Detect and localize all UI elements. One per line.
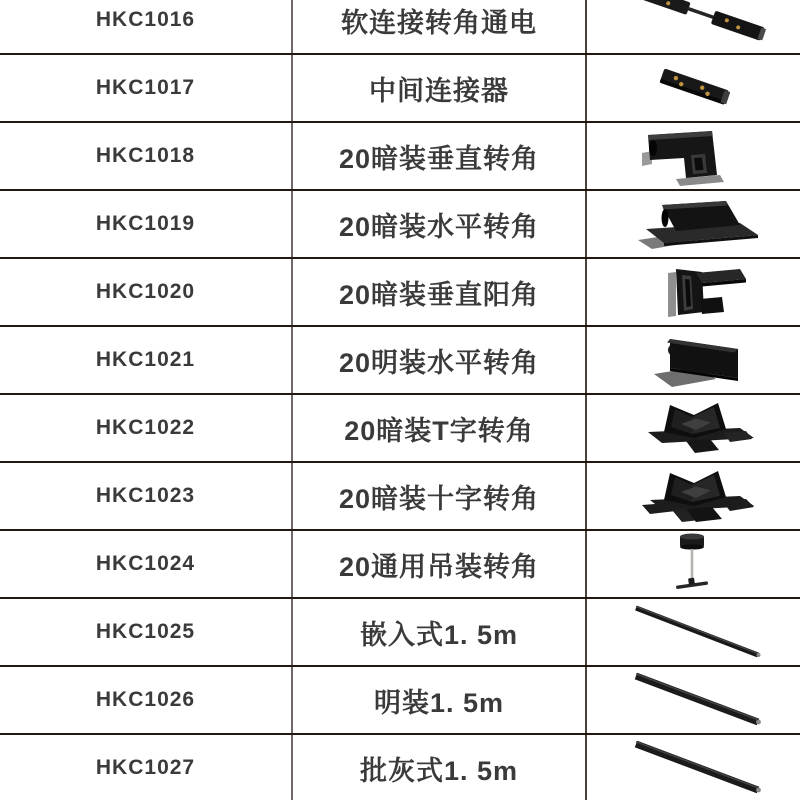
product-image-cell (587, 395, 800, 461)
product-description: 软连接转角通电 (341, 7, 537, 38)
surface-horizontal-corner-icon (588, 327, 800, 393)
table-row (0, 667, 800, 735)
product-code: HKC1023 (95, 484, 196, 507)
product-code-cell (0, 55, 293, 121)
product-image-cell (587, 327, 800, 393)
product-description: 明装1. 5m (373, 687, 505, 718)
product-description: 批灰式1. 5m (359, 755, 519, 786)
product-code-cell (0, 463, 293, 529)
product-description: 20暗装垂直阳角 (338, 279, 540, 310)
product-code: HKC1027 (95, 756, 196, 779)
product-description-cell (293, 395, 587, 461)
table-row (0, 463, 800, 531)
product-image-cell (587, 55, 800, 121)
product-code: HKC1016 (95, 8, 196, 31)
product-code: HKC1021 (95, 348, 196, 371)
product-code: HKC1018 (95, 144, 196, 167)
product-code-cell (0, 191, 293, 257)
table-row (0, 191, 800, 259)
recessed-track-icon (588, 599, 800, 665)
product-image-cell (587, 0, 800, 53)
product-code-cell (0, 395, 293, 461)
product-description: 20暗装T字转角 (344, 415, 534, 446)
product-code-cell (0, 531, 293, 597)
table-row (0, 327, 800, 395)
product-description-cell (293, 259, 587, 325)
product-description: 20通用吊装转角 (338, 551, 540, 582)
recessed-horizontal-corner-icon (588, 191, 800, 257)
product-code-cell (0, 327, 293, 393)
product-description-cell (293, 123, 587, 189)
product-code-cell (0, 259, 293, 325)
product-description: 中间连接器 (369, 75, 509, 106)
product-description: 嵌入式1. 5m (359, 619, 519, 650)
product-description-cell (293, 735, 587, 800)
product-description-cell (293, 667, 587, 733)
table-row (0, 123, 800, 191)
product-image-cell (587, 667, 800, 733)
table-row (0, 395, 800, 463)
product-description-cell (293, 327, 587, 393)
table-row (0, 599, 800, 667)
product-description-cell (293, 55, 587, 121)
product-image-cell (587, 735, 800, 800)
product-code-cell (0, 667, 293, 733)
middle-connector-icon (588, 55, 800, 121)
recessed-t-corner-icon (588, 395, 800, 461)
product-code-cell (0, 0, 293, 53)
recessed-vertical-outside-corner-icon (588, 259, 800, 325)
product-description-cell (293, 0, 587, 53)
product-image-cell (587, 463, 800, 529)
product-image-cell (587, 259, 800, 325)
recessed-vertical-corner-icon (588, 123, 800, 189)
table-row (0, 55, 800, 123)
product-image-cell (587, 599, 800, 665)
product-code-cell (0, 599, 293, 665)
product-image-cell (587, 531, 800, 597)
product-description-cell (293, 191, 587, 257)
product-description: 20暗装垂直转角 (338, 143, 540, 174)
product-code: HKC1022 (95, 416, 196, 439)
product-code: HKC1017 (95, 76, 196, 99)
table-row (0, 735, 800, 800)
table-row (0, 259, 800, 327)
table-row (0, 531, 800, 599)
product-description: 20明装水平转角 (338, 347, 540, 378)
product-image-cell (587, 123, 800, 189)
product-description: 20暗装水平转角 (338, 211, 540, 242)
surface-track-icon (588, 667, 800, 733)
product-description-cell (293, 463, 587, 529)
plaster-track-icon (588, 735, 800, 800)
product-code: HKC1025 (95, 620, 196, 643)
flex-connector-icon (588, 0, 800, 53)
product-image-cell (587, 191, 800, 257)
product-code: HKC1019 (95, 212, 196, 235)
product-code: HKC1026 (95, 688, 196, 711)
pendant-corner-icon (588, 531, 800, 597)
product-description-cell (293, 599, 587, 665)
product-code: HKC1024 (95, 552, 196, 575)
product-description-cell (293, 531, 587, 597)
product-description: 20暗装十字转角 (338, 483, 540, 514)
recessed-cross-corner-icon (588, 463, 800, 529)
product-code-cell (0, 123, 293, 189)
product-code-cell (0, 735, 293, 800)
table-row (0, 0, 800, 55)
product-code: HKC1020 (95, 280, 196, 303)
